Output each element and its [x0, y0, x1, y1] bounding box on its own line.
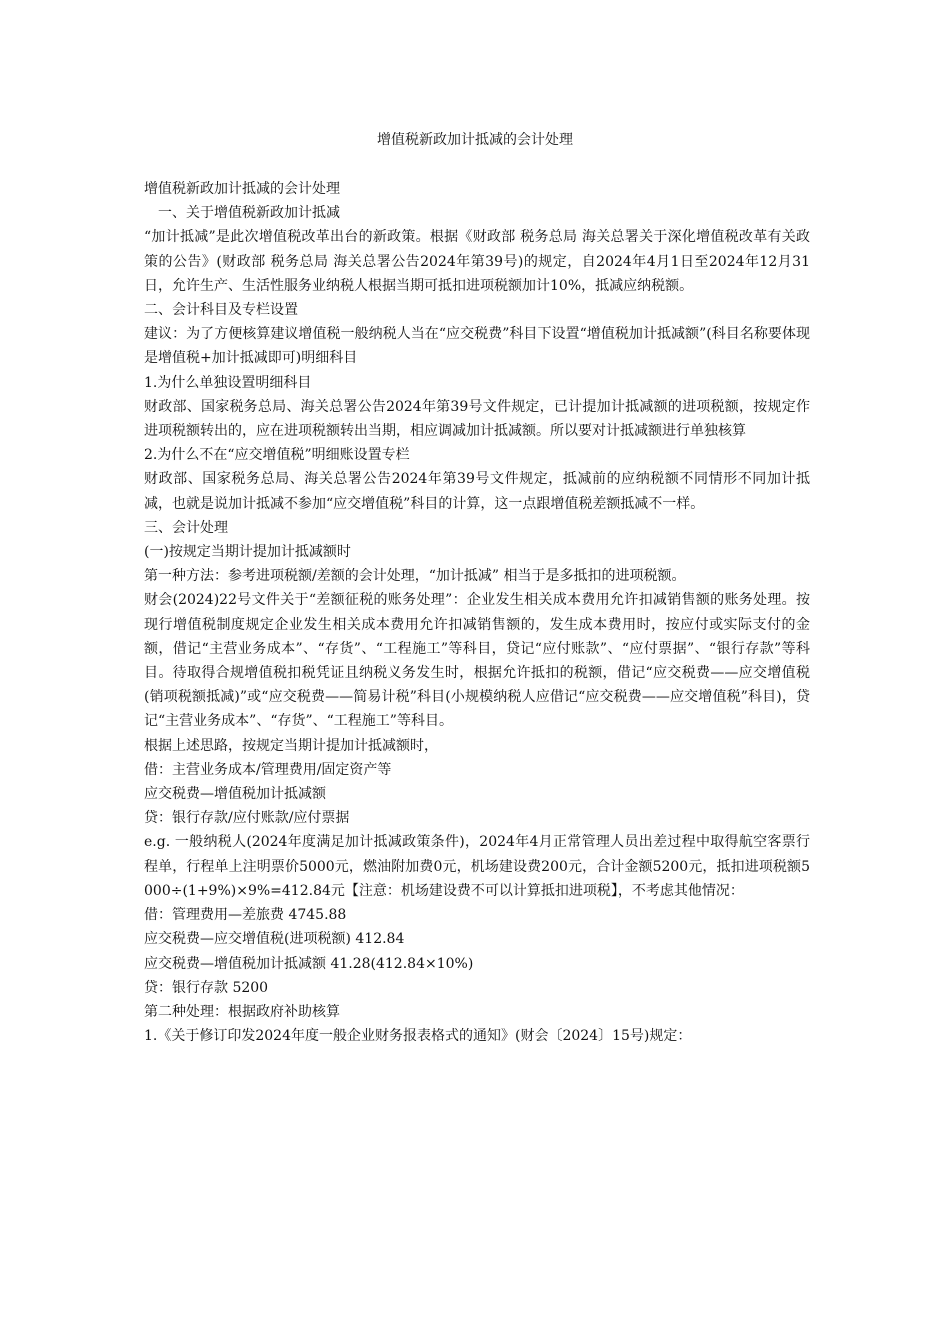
paragraph: 根据上述思路，按规定当期计提加计抵减额时，: [144, 737, 438, 754]
paragraph: 财政部、国家税务总局、海关总署公告2024年第39号文件规定，已计提加计抵减额的进项税额，按规定作进项税额转出的，应在进项税额转出当期，相应调减加计抵减额。所以要对计抵减额进行单独核算: [144, 398, 810, 440]
paragraph: 财政部、国家税务总局、海关总署公告2024年第39号文件规定，抵减前的应纳税额不同情形不同加计抵减，也就是说加计抵减不参加“应交增值税”科目的计算，这一点跟增值税差额抵减不一样。: [144, 471, 810, 512]
journal-entry-line: 应交税费—增值税加计抵减额 41.28(412.84×10%): [144, 955, 474, 972]
body-heading: 增值税新政加计抵减的会计处理: [144, 181, 340, 197]
document-body: [144, 177, 810, 1048]
document-title: 增值税新政加计抵减的会计处理: [377, 132, 573, 148]
subheading: (一)按规定当期计提加计抵减额时: [144, 544, 351, 561]
journal-entry-line: 借：主营业务成本/管理费用/固定资产等: [144, 761, 392, 778]
paragraph: “加计抵减”是此次增值税改革出台的新政策。根据《财政部 税务总局 海关总署关于深化增值税改革有关政策的公告》(财政部 税务总局 海关总署公告2024年第39号)的规定，自2024年4月1日至2024年12月31日，允许生产、生活性服务业纳税人根据当期可抵扣进项税额加计10%，抵减应纳税额。: [144, 229, 810, 294]
paragraph: 建议：为了方便核算建议增值税一般纳税人当在“应交税费”科目下设置“增值税加计抵减额”(科目名称要体现是增值税+加计抵减即可)明细科目: [144, 326, 810, 367]
journal-entry-line: 借：管理费用—差旅费 4745.88: [144, 907, 347, 924]
journal-entry-line: 贷：银行存款/应付账款/应付票据: [144, 810, 350, 827]
paragraph: 财会(2024)22号文件关于“差额征税的账务处理”：企业发生相关成本费用允许扣减销售额的账务处理。按现行增值税制度规定企业发生相关成本费用允许扣减销售额的，发生成本费用时，按应付或实际支付的金额，借记“主营业务成本”、“存货”、“工程施工”等科目，贷记“应付账款”、“应付票据”、“银行存款”等科目。待取得合规增值税扣税凭证且纳税义务发生时，根据允许抵扣的税额，借记“应交税费——应交增值税(销项税额抵减)”或“应交税费——简易计税”科目(小规模纳税人应借记“应交税费——应交增值税”科目)，贷记“主营业务成本”、“存货”、“工程施工”等科目。: [144, 592, 810, 730]
subheading: 2.为什么不在“应交增值税”明细账设置专栏: [144, 447, 410, 464]
section-heading-1: 一、关于增值税新政加计抵减: [158, 205, 340, 222]
journal-entry-line: 应交税费—增值税加计抵减额: [144, 786, 326, 803]
example-paragraph: e.g. 一般纳税人(2024年度满足加计抵减政策条件)，2024年4月正常管理人员出差过程中取得航空客票行程单，行程单上注明票价5000元，燃油附加费0元，机场建设费200元，合计金额5200元，抵扣进项税额5000÷(1+9%)×9%=412.84元【注意：机场建设费不可以计算抵扣进项税】，不考虑其他情况：: [144, 834, 810, 899]
journal-entry-line: 贷：银行存款 5200: [144, 979, 269, 996]
subheading: 1.为什么单独设置明细科目: [144, 374, 312, 391]
paragraph: 1.《关于修订印发2024年度一般企业财务报表格式的通知》(财会〔2024〕15号)规定：: [144, 1028, 692, 1045]
journal-entry-line: 应交税费—应交增值税(进项税额) 412.84: [144, 931, 405, 948]
section-heading-3: 三、会计处理: [144, 519, 228, 536]
paragraph: 第一种方法：参考进项税额/差额的会计处理，“加计抵减” 相当于是多抵扣的进项税额。: [144, 568, 686, 585]
subheading: 第二种处理：根据政府补助核算: [144, 1003, 340, 1020]
section-heading-2: 二、会计科目及专栏设置: [144, 302, 298, 319]
